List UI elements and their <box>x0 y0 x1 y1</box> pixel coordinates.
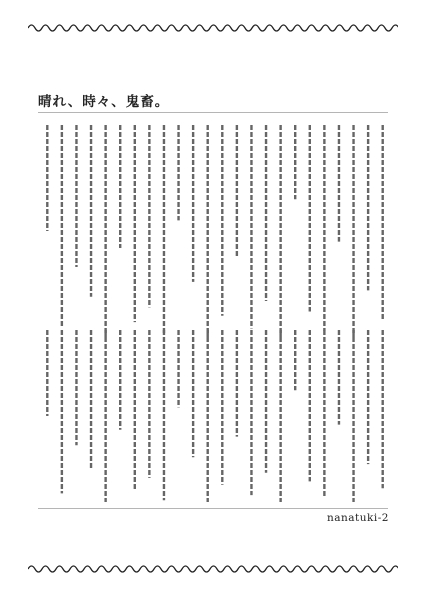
text-column-lower <box>40 330 390 502</box>
vertical-text-lines <box>40 330 390 502</box>
wave-border-bottom <box>28 563 398 575</box>
page-title: 晴れ、時々、鬼畜。 <box>38 94 170 110</box>
divider <box>38 508 388 509</box>
wave-border-top <box>28 22 398 34</box>
divider <box>38 112 388 113</box>
page-number: nanatuki-2 <box>327 512 389 524</box>
text-column-upper <box>40 125 390 337</box>
vertical-text-lines <box>40 125 390 337</box>
